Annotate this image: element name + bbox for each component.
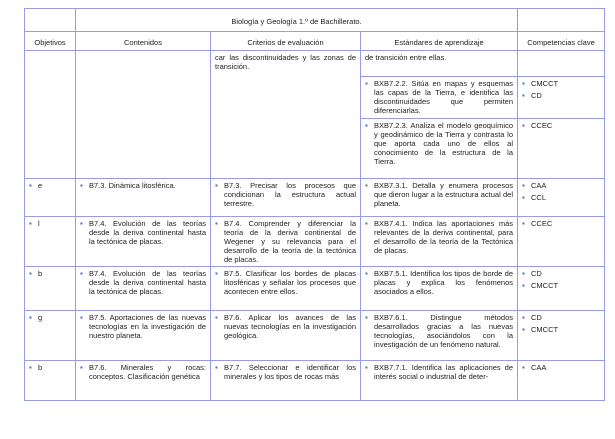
competencia-item <box>522 181 600 190</box>
bullet-icon: ▪ <box>365 121 368 130</box>
bullet-icon: ▪ <box>522 281 525 290</box>
competencias-cell <box>518 361 605 401</box>
competencia-item <box>522 121 600 130</box>
competencia-item <box>522 219 600 228</box>
competencia-label: CMCCT <box>531 325 559 334</box>
bullet-icon: ▪ <box>365 219 368 228</box>
title-spacer-right <box>518 9 605 32</box>
competencia-label: CD <box>531 269 542 278</box>
bullet-icon: ▪ <box>80 363 83 372</box>
criterio-cell <box>211 311 361 361</box>
title-row <box>25 9 605 32</box>
table-row <box>25 119 605 179</box>
contenido-cell <box>76 51 211 77</box>
bullet-icon: ▪ <box>365 269 368 278</box>
bullet-icon: ▪ <box>29 313 32 322</box>
objetivo-cell <box>25 311 76 361</box>
criterio-cell <box>211 119 361 179</box>
header-objetivos: Objetivos <box>25 32 76 51</box>
contenido-cell <box>76 77 211 119</box>
objetivo-cell <box>25 267 76 311</box>
contenido-cell <box>76 267 211 311</box>
criterio-cell-text: car las discontinuidades y las zonas de transición. <box>215 53 356 71</box>
bullet-icon: ▪ <box>215 313 218 322</box>
bullet-icon: ▪ <box>522 193 525 202</box>
competencias-cell <box>518 311 605 361</box>
criterio-cell-text: B7.6. Aplicar los avances de las nuevas tecnologías en la investigación geológica. <box>224 313 356 340</box>
table-title: Biología y Geología 1.º de Bachillerato. <box>76 9 518 32</box>
table-row <box>25 267 605 311</box>
bullet-icon: ▪ <box>215 363 218 372</box>
table-row <box>25 361 605 401</box>
criterio-cell <box>211 51 361 77</box>
table-row <box>25 311 605 361</box>
competencias-cell <box>518 217 605 267</box>
competencia-label: CAA <box>531 181 547 190</box>
estandar-cell <box>361 77 518 119</box>
criterio-cell-text: B7.3. Precisar los procesos que condicionan la estructura actual terrestre. <box>224 181 356 208</box>
objetivo-cell-text: l <box>38 219 40 228</box>
criterio-cell-text: B7.7. Seleccionar e identificar los minerales y los tipos de rocas más <box>224 363 356 381</box>
estandar-cell-text: BXB7.4.1. Indica las aportaciones más relevantes de la deriva continental, para el desarrollo de la teoría de la Tectónica de placas. <box>374 219 514 255</box>
contenido-cell <box>76 119 211 179</box>
objetivo-cell <box>25 119 76 179</box>
contenido-cell <box>76 179 211 217</box>
bullet-icon: ▪ <box>522 121 525 130</box>
competencias-cell <box>518 119 605 179</box>
competencia-item <box>522 281 600 290</box>
estandar-cell <box>361 51 518 77</box>
bullet-icon: ▪ <box>522 91 525 100</box>
bullet-icon: ▪ <box>365 79 368 88</box>
bullet-icon: ▪ <box>80 269 83 278</box>
header-contenidos: Contenidos <box>76 32 211 51</box>
competencias-cell <box>518 51 605 77</box>
bullet-icon: ▪ <box>29 269 32 278</box>
header-criterios: Criterios de evaluación <box>211 32 361 51</box>
curriculum-table <box>24 8 605 401</box>
bullet-icon: ▪ <box>522 363 525 372</box>
bullet-icon: ▪ <box>522 325 525 334</box>
estandar-cell-text: BXB7.2.3. Analiza el modelo geoquímico y geodinámico de la Tierra y contrasta lo que aporta cada uno de ellos al conocimiento de la estructura de la Tierra. <box>374 121 514 166</box>
competencia-label: CCEC <box>531 219 553 228</box>
table-body <box>25 51 605 401</box>
bullet-icon: ▪ <box>215 269 218 278</box>
competencia-label: CD <box>531 91 542 100</box>
estandar-cell-text: BXB7.6.1. Distingue métodos desarrollados gracias a las nuevas tecnologías, asociándolos con la investigación de un fenómeno natural. <box>374 313 514 349</box>
competencia-label: CAA <box>531 363 547 372</box>
bullet-icon: ▪ <box>215 181 218 190</box>
competencia-label: CCEC <box>531 121 553 130</box>
estandar-cell-text: BXB7.7.1. Identifica las aplicaciones de interés social o industrial de deter- <box>374 363 514 381</box>
criterio-cell <box>211 361 361 401</box>
header-competencias: Competencias clave <box>518 32 605 51</box>
estandar-cell <box>361 311 518 361</box>
competencia-label: CCL <box>531 193 547 202</box>
competencia-item <box>522 269 600 278</box>
bullet-icon: ▪ <box>80 181 83 190</box>
objetivo-cell-text: e <box>38 181 43 190</box>
criterio-cell <box>211 77 361 119</box>
competencia-item <box>522 79 600 88</box>
estandar-cell <box>361 179 518 217</box>
competencia-label: CMCCT <box>531 281 559 290</box>
table-row <box>25 77 605 119</box>
estandar-cell <box>361 267 518 311</box>
bullet-icon: ▪ <box>522 269 525 278</box>
competencia-item <box>522 313 600 322</box>
bullet-icon: ▪ <box>80 219 83 228</box>
header-row <box>25 32 605 51</box>
objetivo-cell-text: g <box>38 313 43 322</box>
bullet-icon: ▪ <box>365 313 368 322</box>
contenido-cell <box>76 217 211 267</box>
table-row <box>25 179 605 217</box>
bullet-icon: ▪ <box>522 181 525 190</box>
estandar-cell-text: BXB7.2.2. Sitúa en mapas y esquemas las capas de la Tierra, e identifica las discontinuidades que permiten diferenciarlas. <box>374 79 514 115</box>
bullet-icon: ▪ <box>522 79 525 88</box>
objetivo-cell <box>25 51 76 77</box>
estandar-cell-text: BXB7.5.1. Identifica los tipos de borde de placas y explica los fenómenos asociados a ellos. <box>374 269 514 296</box>
contenido-cell <box>76 311 211 361</box>
competencia-label: CD <box>531 313 542 322</box>
objetivo-cell-text: b <box>38 363 43 372</box>
objetivo-cell <box>25 77 76 119</box>
bullet-icon: ▪ <box>365 181 368 190</box>
table-row <box>25 51 605 77</box>
header-estandares: Estándares de aprendizaje <box>361 32 518 51</box>
competencia-item <box>522 325 600 334</box>
objetivo-cell <box>25 217 76 267</box>
competencia-item <box>522 91 600 100</box>
contenido-cell-text: B7.3. Dinámica litosférica. <box>89 181 176 190</box>
competencias-cell <box>518 179 605 217</box>
contenido-cell-text: B7.4. Evolución de las teorías desde la deriva continental hasta la tectónica de placas. <box>89 219 206 246</box>
contenido-cell <box>76 361 211 401</box>
estandar-cell <box>361 361 518 401</box>
title-spacer <box>25 9 76 32</box>
contenido-cell-text: B7.4. Evolución de las teorías desde la deriva continental hasta la tectónica de placas. <box>89 269 206 296</box>
objetivo-cell-text: b <box>38 269 43 278</box>
criterio-cell-text: B7.4. Comprender y diferenciar la teoría de la deriva continental de Wegener y su relevancia para el desarrollo de la teoría de la tectónica de placas. <box>224 219 356 264</box>
competencias-cell <box>518 267 605 311</box>
estandar-cell-text: de transición entre ellas. <box>365 53 447 62</box>
criterio-cell <box>211 217 361 267</box>
objetivo-cell <box>25 361 76 401</box>
estandar-cell <box>361 217 518 267</box>
competencia-item <box>522 363 600 372</box>
estandar-cell-text: BXB7.3.1. Detalla y enumera procesos que dieron lugar a la estructura actual del planeta. <box>374 181 514 208</box>
competencias-cell <box>518 77 605 119</box>
table-row <box>25 217 605 267</box>
bullet-icon: ▪ <box>29 219 32 228</box>
bullet-icon: ▪ <box>215 219 218 228</box>
bullet-icon: ▪ <box>29 363 32 372</box>
criterio-cell <box>211 179 361 217</box>
estandar-cell <box>361 119 518 179</box>
bullet-icon: ▪ <box>522 219 525 228</box>
contenido-cell-text: B7.6. Minerales y rocas: conceptos. Clasificación genética <box>89 363 206 381</box>
objetivo-cell <box>25 179 76 217</box>
bullet-icon: ▪ <box>522 313 525 322</box>
bullet-icon: ▪ <box>365 363 368 372</box>
contenido-cell-text: B7.5. Aportaciones de las nuevas tecnologías en la investigación de nuestro planeta. <box>89 313 206 340</box>
competencia-label: CMCCT <box>531 79 559 88</box>
criterio-cell <box>211 267 361 311</box>
criterio-cell-text: B7.5. Clasificar los bordes de placas litosféricas y señalar los procesos que acontecen entre ellos. <box>224 269 356 296</box>
bullet-icon: ▪ <box>80 313 83 322</box>
competencia-item <box>522 193 600 202</box>
bullet-icon: ▪ <box>29 181 32 190</box>
